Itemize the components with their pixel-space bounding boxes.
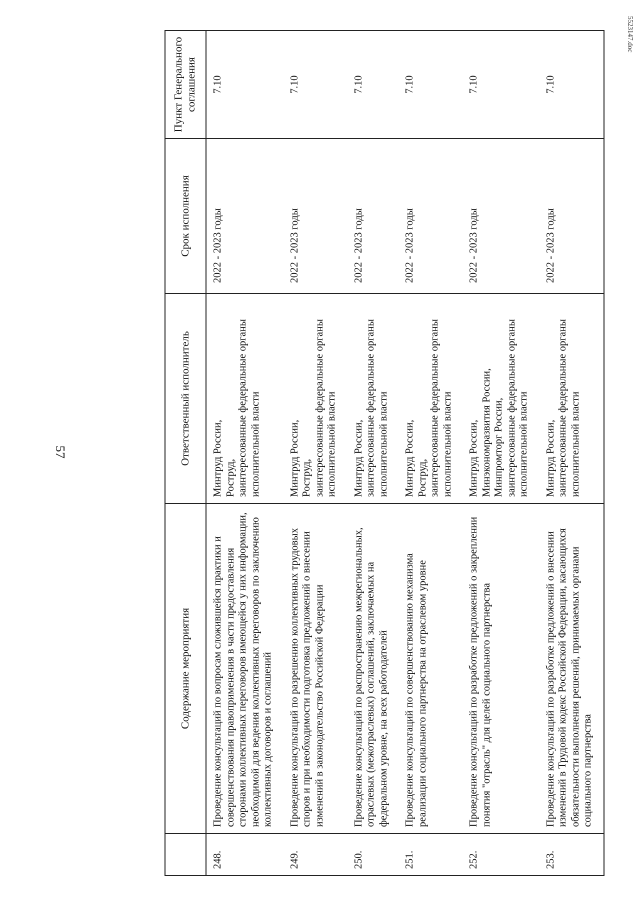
executor-line: заинтересованные федеральные органы исполнительной власти <box>557 319 581 497</box>
row-content: Проведение консультаций по разработке предложений о внесении изменений в Трудовой кодекс Российской Федерации, касающихся обязательности выполнения решений, принимаемых органами социального партнерства <box>539 504 604 834</box>
executor-line: Минтруд России, <box>353 419 364 497</box>
table-row <box>463 31 540 876</box>
executor-line: Минтруд России, <box>404 419 416 497</box>
header-term: Срок исполнения <box>165 139 206 294</box>
table-header-row <box>165 31 206 876</box>
row-number: 252. <box>463 834 540 876</box>
row-point: 7.10 <box>283 31 347 139</box>
executor-line: Роструд, <box>301 458 313 497</box>
executor-line: заинтересованные федеральные органы исполнительной власти <box>506 319 530 497</box>
executor-line: Минтруд России, <box>289 419 300 497</box>
executor-line: Минтруд России, <box>468 419 480 497</box>
row-term: 2022 - 2023 годы <box>539 139 604 294</box>
row-number: 253. <box>539 834 604 876</box>
executor-line: заинтересованные федеральные органы исполнительной власти <box>237 319 261 497</box>
row-point: 7.10 <box>206 31 283 139</box>
row-point: 7.10 <box>539 31 604 139</box>
row-number: 249. <box>283 834 347 876</box>
table-row <box>399 31 463 876</box>
executor-line: Минпромторг России, <box>493 397 505 497</box>
table-row <box>206 31 283 876</box>
row-point: 7.10 <box>347 31 399 139</box>
header-executor: Ответственный исполнитель <box>165 294 206 504</box>
page-number: 57 <box>53 445 68 459</box>
row-content: Проведение консультаций по разработке предложений о закреплении понятия "отрасль" для целей социального партнерства <box>463 504 540 834</box>
table-row <box>539 31 604 876</box>
executor-line: Минтруд России, <box>212 419 224 497</box>
header-point: Пункт Генерального соглашения <box>165 31 206 139</box>
executor-line: Минэкономразвития России, <box>481 368 492 497</box>
row-content: Проведение консультаций по распространению межрегиональных, отраслевых (межотраслевых) соглашений, заключаемых на федеральном уровне, на всех работодателей <box>347 504 399 834</box>
row-term: 2022 - 2023 годы <box>399 139 463 294</box>
row-executor <box>399 294 463 504</box>
row-term: 2022 - 2023 годы <box>283 139 347 294</box>
row-term: 2022 - 2023 годы <box>347 139 399 294</box>
row-term: 2022 - 2023 годы <box>206 139 283 294</box>
table-row <box>283 31 347 876</box>
header-content: Содержание мероприятия <box>165 504 206 834</box>
row-number: 251. <box>399 834 463 876</box>
executor-line: заинтересованные федеральные органы исполнительной власти <box>314 319 338 497</box>
row-number: 250. <box>347 834 399 876</box>
row-executor <box>463 294 540 504</box>
executor-line: Минтруд России, <box>545 419 556 497</box>
row-content: Проведение консультаций по вопросам сложившейся практики и совершенствования правоприменения в части предоставления сторонами коллективных переговоров имеющейся у них информации, необходимой для ведения коллективных переговоров по заключению коллективных договоров и соглашений <box>206 504 283 834</box>
executor-line: заинтересованные федеральные органы исполнительной власти <box>365 319 389 497</box>
table-row <box>347 31 399 876</box>
row-content: Проведение консультаций по разрешению коллективных трудовых споров и при необходимости подготовка предложений о внесении изменений в законодательство Российской Федерации <box>283 504 347 834</box>
row-executor <box>283 294 347 504</box>
header-number <box>165 834 206 876</box>
row-point: 7.10 <box>463 31 540 139</box>
row-executor <box>347 294 399 504</box>
measures-table <box>165 30 605 876</box>
executor-line: Роструд, <box>417 458 428 497</box>
row-term: 2022 - 2023 годы <box>463 139 540 294</box>
executor-line: заинтересованные федеральные органы исполнительной власти <box>429 319 453 497</box>
row-executor <box>539 294 604 504</box>
row-executor <box>206 294 283 504</box>
row-point: 7.10 <box>399 31 463 139</box>
row-content: Проведение консультаций по совершенствованию механизма реализации социального партнерства на отраслевом уровне <box>399 504 463 834</box>
row-number: 248. <box>206 834 283 876</box>
executor-line: Роструд, <box>225 458 236 497</box>
document-id: 5523147.doc <box>626 16 634 53</box>
